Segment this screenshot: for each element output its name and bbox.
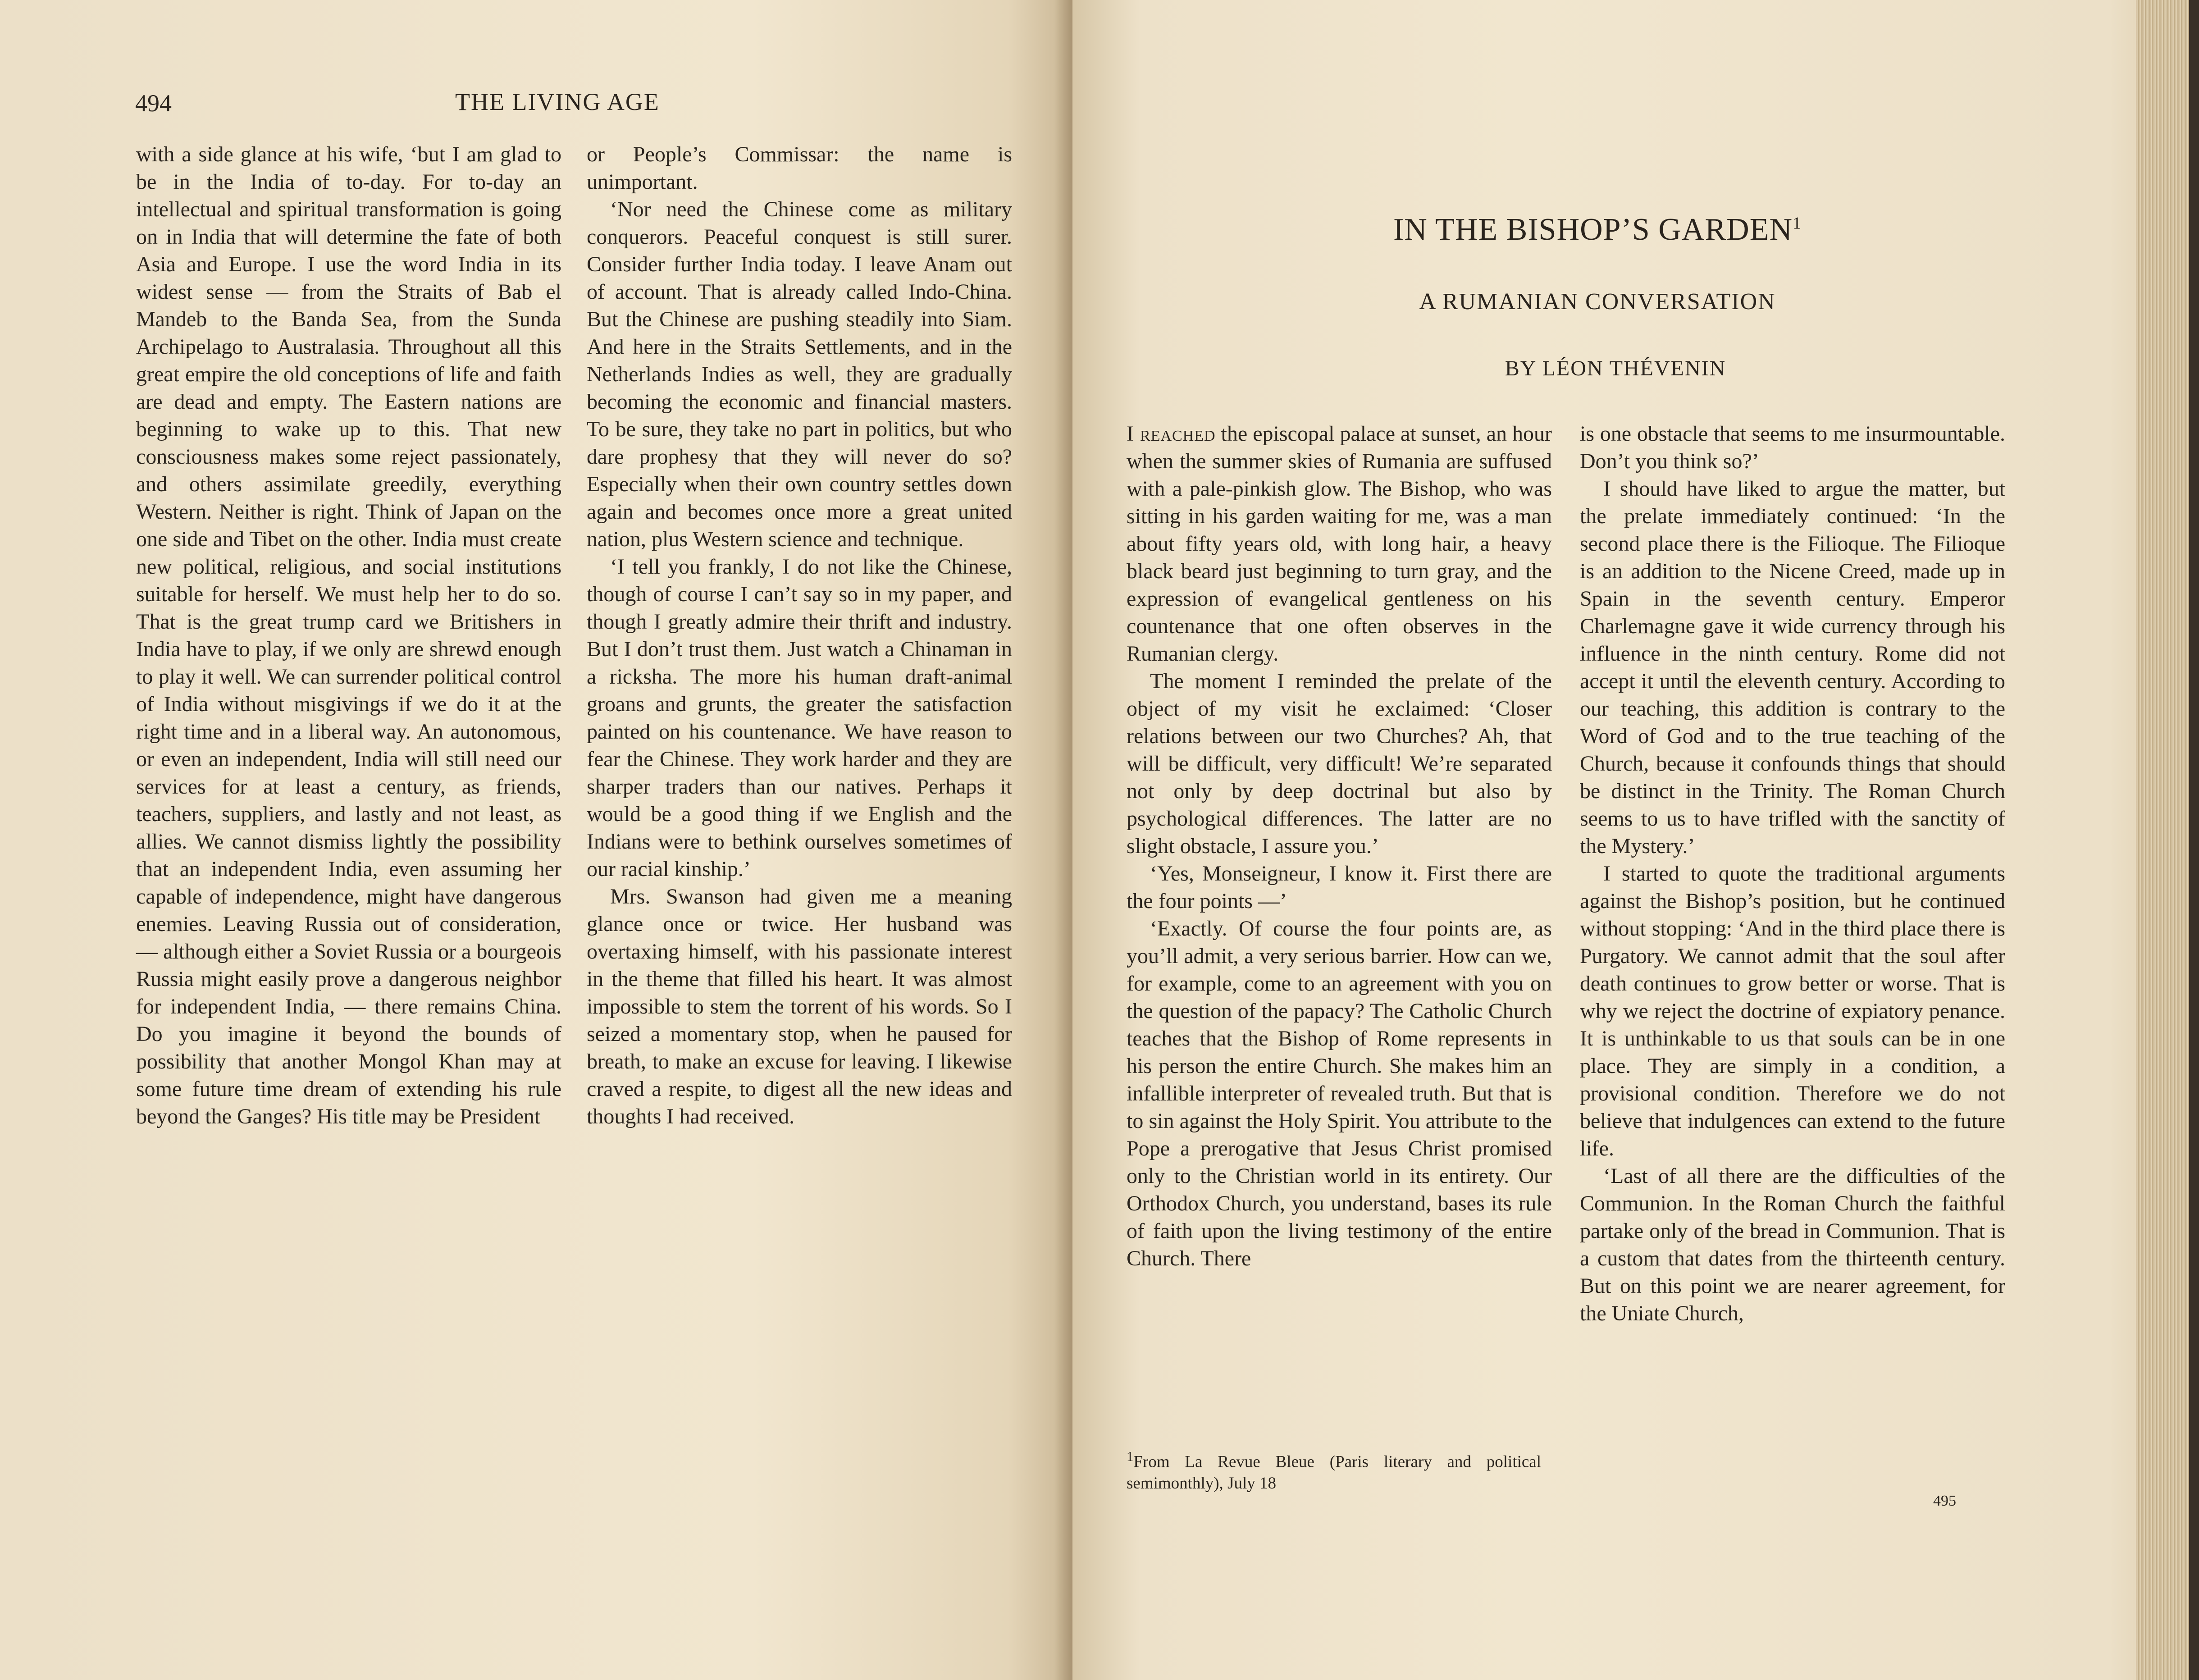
paragraph: The moment I reminded the prelate of the object of my visit he exclaimed: ‘Closer relations between our two Churches? Ah, that will be difficult, very difficult! We’re separated not only by deep doctrinal but also by psychological differences. The latter are no slight obstacle, I assure you.’ — [1127, 669, 1552, 858]
paragraph: I should have liked to argue the matter, but the prelate immediately continued: ‘In the second place there is the Filioque. The Filioque is an addition to the Nicene Creed, made up in Spain in the seventh century. Emperor Charlemagne gave it wide currency through his influence in the ninth century. Rome did not accept it until the eleventh century. According to our teaching, this addition is contrary to the Word of God and to the true teaching of the Church, because it confounds things that should be distinct in the Trinity. The Roman Church seems to us to have trifled with the sanctity of the Mystery.’ — [1580, 477, 2005, 858]
running-head: THE LIVING AGE — [455, 88, 660, 115]
paragraph: with a side glance at his wife, ‘but I am glad to be in the India of to-day. For to-day an intellectual and spiritual transformation is going on in India that will determine the fate of both Asia and Europe. I use the word India in its widest sense — from the Straits of Bab el Mandeb to the Banda Sea, from the Sunda Archipelago to Australasia. Throughout all this great empire the old conceptions of life and faith are dead and empty. The Eastern nations are beginning to wake up to this. That new consciousness makes some reject passionately, and others assimilate greedily, everything Western. Neither is right. Think of Japan on the one side and Tibet on the other. India must create new political, religious, and social institutions suitable for herself. We must help her to do so. That is the great trump card we Britishers in India have to play, if we only are shrewd enough to play it well. We can surrender political control of India without misgivings if we do it at the right time and in a liberal way. An autonomous, or even an independent, India will still need our services for at least a century, as friends, teachers, suppliers, and lastly and not least, as allies. We cannot dismiss lightly the possibility that an independent India, even assuming her capable of independence, might have dangerous enemies. Leaving Russia out of consideration, — although either a Soviet Russia or a bourgeois Russia might easily prove a dangerous neighbor for independent India, — there remains China. Do you imagine it beyond the bounds of possibility that another Mongol Khan may at some future time dream of extending his rule beyond the Ganges? His title may be President — [136, 142, 561, 1128]
article-title — [1072, 212, 2122, 248]
right-column-2 — [1580, 420, 2005, 1327]
paragraph: ‘Yes, Monseigneur, I know it. First there are the four points —’ — [1127, 862, 1552, 913]
left-page — [0, 0, 1072, 1680]
paragraph: I started to quote the traditional arguments against the Bishop’s position, but he continued without stopping: ‘And in the third place there is Purgatory. We cannot admit that the soul after death continues to grow better or worse. That is why we reject the doctrine of expiatory penance. It is unthinkable to us that souls can be in one place. They are simply in a condition, a provisional condition. Therefore we do not believe that indulgences can extend to the future life. — [1580, 862, 2005, 1160]
right-column-1 — [1127, 420, 1552, 1272]
footnote — [1127, 1446, 1541, 1494]
article-subtitle: A RUMANIAN CONVERSATION — [1419, 289, 1776, 315]
page-number-left: 494 — [135, 90, 172, 117]
left-column-1 — [136, 141, 561, 1130]
paragraph: is one obstacle that seems to me insurmountable. Don’t you think so?’ — [1580, 422, 2005, 473]
paragraph: ‘I tell you frankly, I do not like the Chinese, though of course I can’t say so in my paper, and though I greatly admire their thrift and industry. But I don’t trust them. Just watch a Chinaman in a ricksha. The more his human draft-animal groans and grunts, the greater the satisfaction painted on his countenance. We have reason to fear the Chinese. They work harder and they are sharper traders than our natives. Perhaps it would be a good thing if we English and the Indians were to bethink ourselves sometimes of our racial kinship.’ — [587, 555, 1012, 881]
paragraph: ‘Exactly. Of course the four points are, as you’ll admit, a very serious barrier. How can we, for example, come to an agreement with you on the question of the papacy? The Catholic Church teaches that the Bishop of Rome represents in his person the entire Church. She makes him an infallible interpreter of revealed truth. But that is to sin against the Holy Spirit. You attribute to the Pope a prerogative that Jesus Christ promised only to the Christian world in its entirety. Our Orthodox Church, you understand, bases its rule of faith upon the living testimony of the entire Church. There — [1127, 917, 1552, 1270]
footnote-mark: 1 — [1127, 1449, 1134, 1464]
paragraph: or People’s Commissar: the name is unimportant. — [587, 142, 1012, 194]
left-column-2 — [587, 141, 1012, 1130]
article-title-text: IN THE BISHOP’S GARDEN — [1393, 212, 1793, 247]
article-byline: BY LÉON THÉVENIN — [1505, 356, 1726, 380]
paragraph: Mrs. Swanson had given me a meaning glance once or twice. Her husband was overtaxing himself, with his passionate interest in the theme that filled his heart. It was almost impossible to stem the torrent of his words. So I seized a momentary stop, when he paused for breath, to make an excuse for leaving. I likewise craved a respite, to digest all the new ideas and thoughts I had received. — [587, 885, 1012, 1128]
paragraph: ‘Last of all there are the difficulties of the Communion. In the Roman Church the faithful partake only of the bread in Communion. That is a custom that dates from the thirteenth century. But on this point we are nearer agreement, for the Uniate Church, — [1580, 1164, 2005, 1325]
book-edge-shadow — [2189, 0, 2199, 1680]
paragraph: ‘Nor need the Chinese come as military conquerors. Peaceful conquest is still surer. Consider further India today. I leave Anam out of account. That is already called Indo-China. But the Chinese are pushing steadily into Siam. And here in the Straits Settlements, and in the Netherlands Indies as well, they are gradually becoming the economic and financial masters. To be sure, they take no part in politics, but who dare prophesy that they will never do so? Especially when their own country settles down again and becomes once more a great united nation, plus Western science and technique. — [587, 197, 1012, 551]
lead-in: I reached — [1127, 422, 1216, 446]
title-footnote-mark: 1 — [1793, 214, 1802, 233]
page-number-right: 495 — [1933, 1493, 1956, 1509]
footnote-text: From La Revue Bleue (Paris literary and political semimonthly), July 18 — [1127, 1452, 1541, 1493]
paragraph-text: the episcopal palace at sunset, an hour when the summer skies of Rumania are suffused with a pale-pinkish glow. The Bishop, who was sitting in his garden waiting for me, was a man about fifty years old, with long hair, a heavy black beard just beginning to turn gray, and the expression of evangelical gentleness on his countenance that one often observes in the Rumanian clergy. — [1127, 422, 1552, 666]
paragraph — [1127, 420, 1552, 667]
